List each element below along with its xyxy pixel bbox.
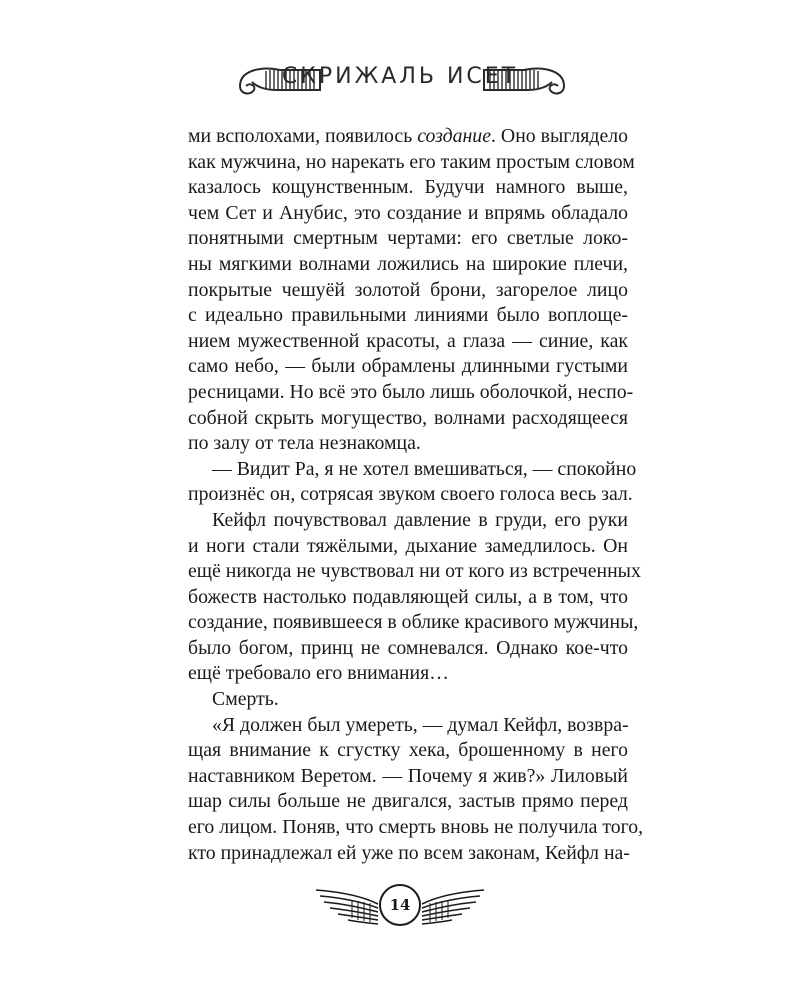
text-line: казалось кощунственным. Будучи намного выше, [188,176,628,199]
text-line: божеств настолько подавляющей силы, а в том, что [188,585,628,608]
emphasized-word: создание [417,125,491,147]
running-title: СКРИЖАЛЬ ИСЕТ [281,64,519,89]
text-line: его лицом. Поняв, что смерть вновь не получила того, [188,816,644,839]
text-line: нием мужественной красоты, а глаза — синие, как [188,329,628,352]
text-line: ещё требовало его внимания… [188,662,449,685]
page-number: 14 [379,884,421,926]
text-line: «Я должен был умереть, — думал Кейфл, возвра- [212,713,629,736]
text-line: понятными смертным чертами: его светлые локо- [188,227,628,250]
text-line: по залу от тела незнакомца. [188,432,421,455]
running-header [0,56,800,106]
text-line: ресницами. Но всё это было лишь оболочкой, неспо- [188,380,634,403]
text-line: собной скрыть могущество, волнами расходящееся [188,406,628,429]
text-line: ми всполохами, появилось создание. Оно выглядело [188,125,628,147]
text-line: ны мягкими волнами ложились на широкие плечи, [188,252,628,275]
body-text [188,124,644,866]
text-line: ещё никогда не чувствовал ни от кого из встреченных [188,560,641,583]
text-line: чем Сет и Анубис, это создание и впрямь обладало [188,201,628,224]
text-line: наставником Веретом. — Почему я жив?» Лиловый [188,764,628,787]
page-footer [0,878,800,938]
text-line: с идеально правильными линиями было воплоще- [188,304,628,327]
text-line: само небо, — были обрамлены длинными густыми [188,355,628,378]
text-line: щая внимание к сгустку хека, брошенному в него [188,739,628,762]
text-line: кто принадлежал ей уже по всем законам, Кейфл на- [188,841,630,864]
right-scroll-ornament-icon [482,56,568,100]
text-line: Смерть. [212,688,279,711]
text-line: — Видит Ра, я не хотел вмешиваться, — спокойно [212,457,637,480]
text-line: создание, появившееся в облике красивого мужчины, [188,611,639,634]
text-line: как мужчина, но нарекать его таким простым словом [188,150,635,173]
text-line: произнёс он, сотрясая звуком своего голоса весь зал. [188,483,633,506]
text-line: покрытые чешуёй золотой брони, загорелое лицо [188,278,628,301]
text-line: было богом, принц не сомневался. Однако кое-что [188,636,628,659]
text-line: и ноги стали тяжёлыми, дыхание замедлилось. Он [188,534,628,557]
text-line: шар силы больше не двигался, застыв прямо перед [188,790,628,813]
text-line: Кейфл почувствовал давление в груди, его руки [212,508,628,531]
